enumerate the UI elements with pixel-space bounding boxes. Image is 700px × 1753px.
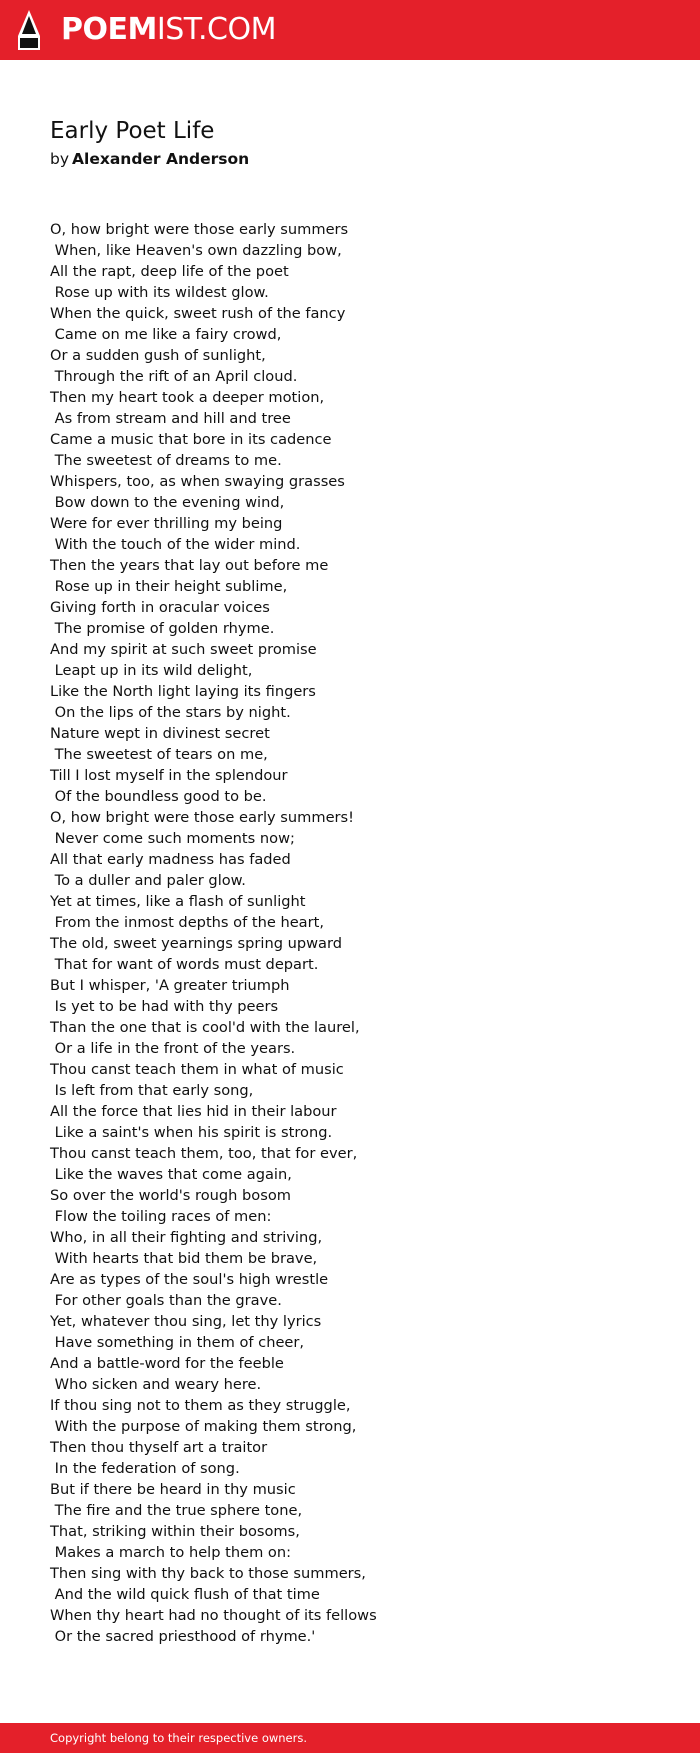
- poem-line: That, striking within their bosoms,: [50, 1523, 300, 1540]
- poem-line: Were for ever thrilling my being: [50, 515, 283, 532]
- poem-line: Thou canst teach them, too, that for ever,: [50, 1145, 358, 1162]
- poem-line: Or a sudden gush of sunlight,: [50, 347, 266, 364]
- poem-line: Yet, whatever thou sing, let thy lyrics: [50, 1313, 322, 1330]
- site-footer: [0, 1723, 700, 1753]
- poem-line: Rose up in their height sublime,: [50, 578, 288, 595]
- poem-line: Like the waves that come again,: [50, 1166, 292, 1183]
- poem-line: When the quick, sweet rush of the fancy: [50, 305, 346, 322]
- site-brand-link[interactable]: [61, 11, 276, 49]
- poem-line: But I whisper, 'A greater triumph: [50, 977, 290, 994]
- poem-line: Came a music that bore in its cadence: [50, 431, 332, 448]
- poem-line: All the rapt, deep life of the poet: [50, 263, 289, 280]
- poem-line: Rose up with its wildest glow.: [50, 284, 269, 301]
- poem-line: Till I lost myself in the splendour: [50, 767, 288, 784]
- poem-line: Flow the toiling races of men:: [50, 1208, 272, 1225]
- poem-line: Through the rift of an April cloud.: [50, 368, 298, 385]
- poem-line: Like the North light laying its fingers: [50, 683, 316, 700]
- brand-bold: POEM: [61, 12, 157, 47]
- poem-line: Then my heart took a deeper motion,: [50, 389, 325, 406]
- poem-line: To a duller and paler glow.: [50, 872, 246, 889]
- poem-line: On the lips of the stars by night.: [50, 704, 291, 721]
- copyright-notice: Copyright belong to their respective owners.: [50, 1731, 308, 1745]
- poem-line: Came on me like a fairy crowd,: [50, 326, 282, 343]
- poem-line: When, like Heaven's own dazzling bow,: [50, 242, 342, 259]
- poem-line: O, how bright were those early summers: [50, 221, 349, 238]
- poem-line: Thou canst teach them in what of music: [50, 1061, 344, 1078]
- poem-line: If thou sing not to them as they struggle,: [50, 1397, 351, 1414]
- poem-line: Nature wept in divinest secret: [50, 725, 270, 742]
- poem-line: And the wild quick flush of that time: [50, 1586, 320, 1603]
- poem-line: In the federation of song.: [50, 1460, 240, 1477]
- poem-line: Are as types of the soul's high wrestle: [50, 1271, 329, 1288]
- poem-line: From the inmost depths of the heart,: [50, 914, 324, 931]
- poem-line: And my spirit at such sweet promise: [50, 641, 317, 658]
- poem-line: All that early madness has faded: [50, 851, 291, 868]
- poem-line: The sweetest of dreams to me.: [50, 452, 282, 469]
- poem-line: Never come such moments now;: [50, 830, 295, 847]
- poem-line: Then thou thyself art a traitor: [50, 1439, 268, 1456]
- poem-line: Who, in all their fighting and striving,: [50, 1229, 323, 1246]
- poem-line: Leapt up in its wild delight,: [50, 662, 253, 679]
- poem-line: Of the boundless good to be.: [50, 788, 267, 805]
- poem-line: All the force that lies hid in their labour: [50, 1103, 337, 1120]
- poem-line: For other goals than the grave.: [50, 1292, 282, 1309]
- poem-line: Or the sacred priesthood of rhyme.': [50, 1628, 316, 1645]
- poem-line: Is left from that early song,: [50, 1082, 254, 1099]
- poem-line: Like a saint's when his spirit is strong.: [50, 1124, 333, 1141]
- brand-light: IST.COM: [156, 12, 276, 47]
- poem-line: But if there be heard in thy music: [50, 1481, 296, 1498]
- poem-line: With the purpose of making them strong,: [50, 1418, 357, 1435]
- poem-line: And a battle-word for the feeble: [50, 1355, 284, 1372]
- poem-line: Whispers, too, as when swaying grasses: [50, 473, 345, 490]
- poem-line: The fire and the true sphere tone,: [50, 1502, 303, 1519]
- poem-line: O, how bright were those early summers!: [50, 809, 355, 826]
- poem-line: Then sing with thy back to those summers,: [50, 1565, 366, 1582]
- site-header: [0, 0, 700, 60]
- by-label: by: [50, 150, 70, 168]
- poem-line: The old, sweet yearnings spring upward: [50, 935, 342, 952]
- poem-line: As from stream and hill and tree: [50, 410, 291, 427]
- poem-line: Who sicken and weary here.: [50, 1376, 262, 1393]
- poem-line: Then the years that lay out before me: [50, 557, 329, 574]
- poem-line: Bow down to the evening wind,: [50, 494, 285, 511]
- poem-line: So over the world's rough bosom: [50, 1187, 291, 1204]
- poem-body: [50, 219, 377, 1647]
- byline: [50, 148, 249, 170]
- poem-line: When thy heart had no thought of its fellows: [50, 1607, 377, 1624]
- pencil-logo-icon[interactable]: [16, 10, 42, 52]
- poem-line: With hearts that bid them be brave,: [50, 1250, 318, 1267]
- poem-line: With the touch of the wider mind.: [50, 536, 301, 553]
- poem-title: Early Poet Life: [50, 118, 215, 144]
- poem-line: The sweetest of tears on me,: [50, 746, 268, 763]
- poem-line: That for want of words must depart.: [50, 956, 319, 973]
- poem-line: Have something in them of cheer,: [50, 1334, 305, 1351]
- poem-line: Yet at times, like a flash of sunlight: [50, 893, 306, 910]
- poem-line: Makes a march to help them on:: [50, 1544, 292, 1561]
- poem-line: The promise of golden rhyme.: [50, 620, 275, 637]
- poem-line: Giving forth in oracular voices: [50, 599, 270, 616]
- poem-line: Than the one that is cool'd with the laurel,: [50, 1019, 360, 1036]
- poem-line: Is yet to be had with thy peers: [50, 998, 279, 1015]
- author-name: Alexander Anderson: [72, 150, 250, 168]
- poem-line: Or a life in the front of the years.: [50, 1040, 296, 1057]
